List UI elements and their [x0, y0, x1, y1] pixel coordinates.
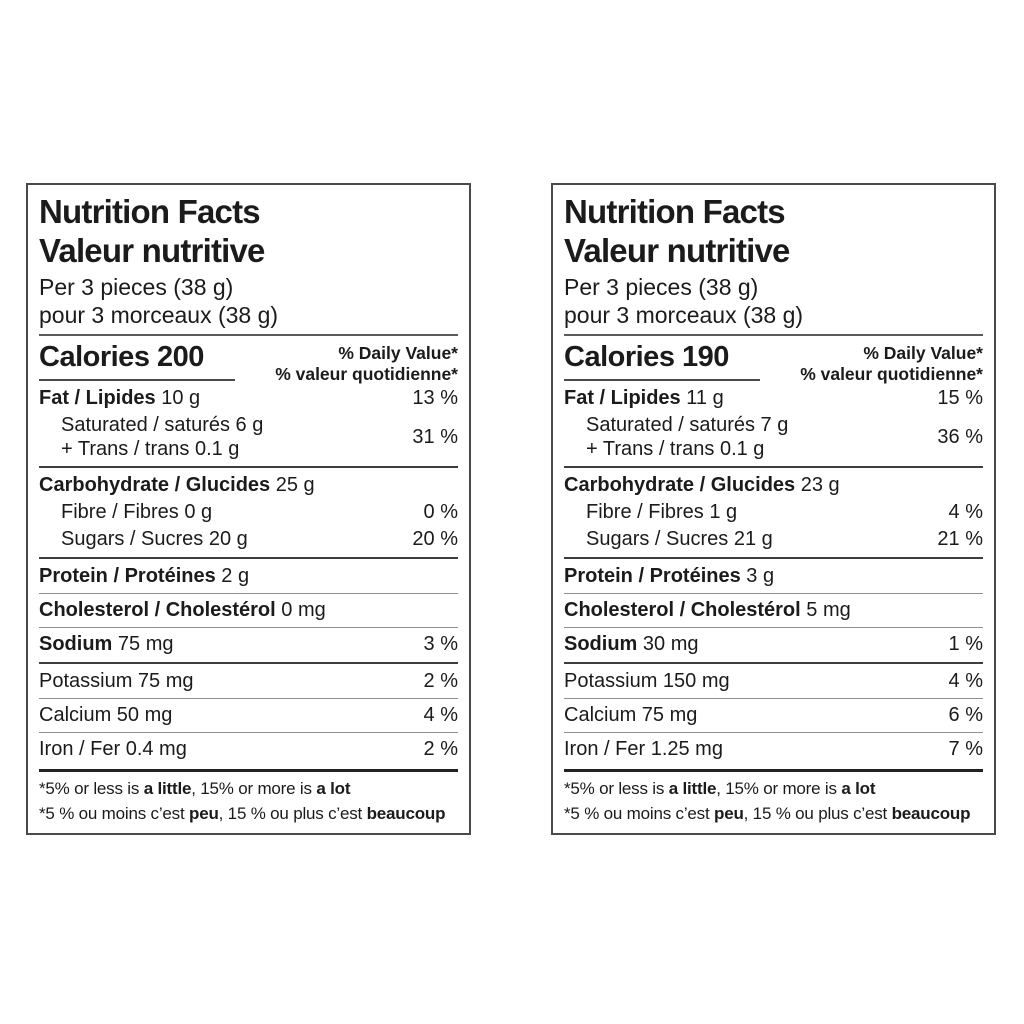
calories-underline [564, 379, 760, 381]
fibre-dv: 0 % [423, 501, 458, 523]
sodium-dv: 3 % [423, 633, 458, 655]
footnote-fr: *5 % ou moins c’est peu, 15 % ou plus c’est beaucoup [39, 803, 446, 823]
calories-text: Calories 200 [39, 341, 204, 373]
iron-row [564, 736, 983, 763]
fibre-label: Fibre / Fibres 1 g [586, 501, 738, 523]
protein-label: Protein / Protéines 2 g [39, 565, 250, 587]
daily-value-fr: % valeur quotidienne* [275, 364, 458, 384]
nutrition-label-left [26, 183, 471, 835]
footnote-en: *5% or less is a little, 15% or more is a lot [564, 779, 876, 798]
daily-value-header [800, 341, 983, 385]
saturated-line: Saturated / saturés 6 g [61, 414, 264, 436]
sugars-label: Sugars / Sucres 20 g [61, 528, 248, 550]
rule-before-carb [564, 466, 983, 468]
saturated-dv: 31 % [412, 425, 458, 448]
saturated-dv: 36 % [937, 425, 983, 448]
rule-before-protein [564, 557, 983, 559]
calcium-row [564, 702, 983, 729]
serving-block [39, 273, 458, 329]
fibre-row [564, 499, 983, 526]
rule-before-cholesterol [564, 593, 983, 594]
fat-dv: 13 % [412, 387, 458, 409]
saturated-trans-label [39, 413, 263, 461]
cholesterol-row [39, 597, 458, 624]
sugars-row [564, 526, 983, 553]
calcium-label: Calcium 75 mg [564, 704, 698, 726]
potassium-label: Potassium 150 mg [564, 670, 730, 692]
iron-label: Iron / Fer 0.4 mg [39, 738, 187, 760]
rule-before-footnote [564, 769, 983, 772]
rule-before-sodium [564, 627, 983, 628]
sugars-dv: 21 % [937, 528, 983, 550]
daily-value-fr: % valeur quotidienne* [800, 364, 983, 384]
protein-row [39, 563, 458, 590]
title-fr: Valeur nutritive [564, 232, 790, 269]
iron-dv: 2 % [423, 738, 458, 760]
sugars-label: Sugars / Sucres 21 g [586, 528, 773, 550]
title-fr: Valeur nutritive [39, 232, 265, 269]
trans-line: + Trans / trans 0.1 g [61, 438, 240, 460]
carbohydrate-row [564, 472, 983, 499]
fat-dv: 15 % [937, 387, 983, 409]
rule-before-cholesterol [39, 593, 458, 594]
calories-text: Calories 190 [564, 341, 729, 373]
calcium-dv: 4 % [423, 704, 458, 726]
iron-row [39, 736, 458, 763]
carbohydrate-label: Carbohydrate / Glucides 23 g [564, 474, 840, 496]
potassium-dv: 4 % [948, 670, 983, 692]
calories-underline [39, 379, 235, 381]
rule-before-iron [564, 732, 983, 733]
trans-line: + Trans / trans 0.1 g [586, 438, 765, 460]
rule-before-calcium [564, 698, 983, 699]
daily-value-header [275, 341, 458, 385]
calories-block [39, 341, 235, 383]
calories-row [39, 336, 458, 385]
iron-dv: 7 % [948, 738, 983, 760]
fat-row [564, 385, 983, 412]
cholesterol-row [564, 597, 983, 624]
calories-block [564, 341, 760, 383]
fibre-label: Fibre / Fibres 0 g [61, 501, 213, 523]
footnote-en: *5% or less is a little, 15% or more is a lot [39, 779, 351, 798]
potassium-row [564, 668, 983, 695]
sodium-label: Sodium 75 mg [39, 633, 174, 655]
calories-row [564, 336, 983, 385]
rule-before-footnote [39, 769, 458, 772]
protein-label: Protein / Protéines 3 g [564, 565, 775, 587]
iron-label: Iron / Fer 1.25 mg [564, 738, 723, 760]
fibre-row [39, 499, 458, 526]
saturated-trans-group [564, 412, 983, 462]
fat-row [39, 385, 458, 412]
carbohydrate-label: Carbohydrate / Glucides 25 g [39, 474, 315, 496]
sodium-row [39, 631, 458, 658]
fibre-dv: 4 % [948, 501, 983, 523]
rule-before-calcium [39, 698, 458, 699]
footnote-fr: *5 % ou moins c’est peu, 15 % ou plus c’est beaucoup [564, 803, 971, 823]
serving-fr: pour 3 morceaux (38 g) [564, 302, 804, 328]
sugars-dv: 20 % [412, 528, 458, 550]
serving-block [564, 273, 983, 329]
serving-fr: pour 3 morceaux (38 g) [39, 302, 279, 328]
sugars-row [39, 526, 458, 553]
saturated-line: Saturated / saturés 7 g [586, 414, 789, 436]
potassium-row [39, 668, 458, 695]
cholesterol-label: Cholesterol / Cholestérol 0 mg [39, 599, 326, 621]
rule-before-carb [39, 466, 458, 468]
calcium-label: Calcium 50 mg [39, 704, 173, 726]
daily-value-en: % Daily Value* [863, 343, 983, 363]
rule-before-potassium [564, 662, 983, 664]
rule-before-sodium [39, 627, 458, 628]
rule-before-potassium [39, 662, 458, 664]
rule-before-iron [39, 732, 458, 733]
saturated-trans-label [564, 413, 788, 461]
fat-label: Fat / Lipides 10 g [39, 387, 201, 409]
title-en: Nutrition Facts [564, 193, 785, 230]
potassium-label: Potassium 75 mg [39, 670, 194, 692]
title-en: Nutrition Facts [39, 193, 260, 230]
sodium-dv: 1 % [948, 633, 983, 655]
fat-label: Fat / Lipides 11 g [564, 387, 724, 409]
saturated-trans-group [39, 412, 458, 462]
calcium-dv: 6 % [948, 704, 983, 726]
sodium-label: Sodium 30 mg [564, 633, 699, 655]
carbohydrate-row [39, 472, 458, 499]
labels-container [26, 183, 996, 835]
potassium-dv: 2 % [423, 670, 458, 692]
protein-row [564, 563, 983, 590]
cholesterol-label: Cholesterol / Cholestérol 5 mg [564, 599, 851, 621]
sodium-row [564, 631, 983, 658]
calcium-row [39, 702, 458, 729]
serving-en: Per 3 pieces (38 g) [39, 274, 234, 300]
daily-value-en: % Daily Value* [338, 343, 458, 363]
nutrition-label-right [551, 183, 996, 835]
rule-before-protein [39, 557, 458, 559]
serving-en: Per 3 pieces (38 g) [564, 274, 759, 300]
